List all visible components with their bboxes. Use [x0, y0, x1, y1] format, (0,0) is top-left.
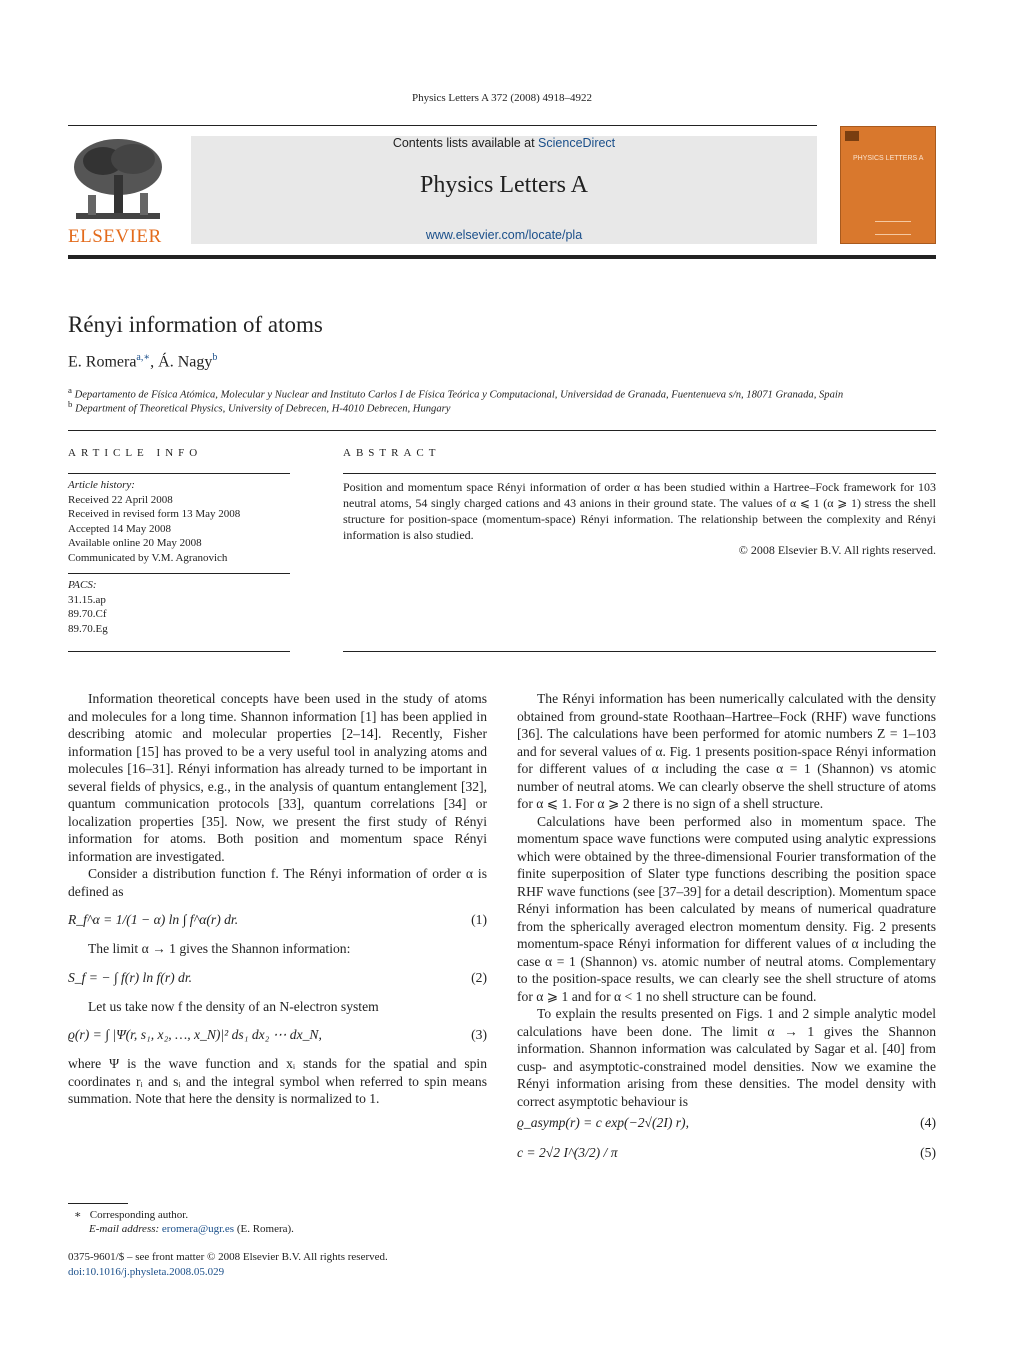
contents-line: Contents lists available at ScienceDirect	[392, 136, 616, 150]
elsevier-logo	[68, 135, 168, 247]
author-1: E. Romera	[68, 353, 137, 371]
pacs-code: 31.15.ap	[68, 593, 106, 606]
abstract-text: Position and momentum space Rényi information of order α has been studied within a Hartree–Fock framework for 103 neutral atoms, 54 singly charged cations and 43 anions in their ground state. The values of α ⩽ 1 (α ⩾ 1) stress the shell structure for position-space (momentum-space) Rényi information. The relationship between the complexity and Rényi information is also studied.	[343, 480, 936, 542]
pacs-code: 89.70.Cf	[68, 608, 107, 620]
momentum-space-paragraph: Calculations have been performed also in momentum space. The momentum space wave functions were computed using analytic expressions which were obtained by the three-dimensional Fourier transformation of the finite superposition of Slater type functions describing the position space RHF wave functions (see [37–39] for a detail description). Momentum space Rényi information has been calculated by means of numerical quadrature from the spherically averaged electron momentum density. Fig. 2 presents momentum-space Rényi information for different values of α including the case α = 1 (Shannon) vs. atomic number of neutral atoms. Complementary to the position-space results, we can clearly see the shell structure of atoms for α ⩾ 1 and for α < 1 no shell structure can be found.	[517, 813, 936, 1004]
header-bottom-rule	[68, 255, 936, 259]
article-info-heading: ARTICLE INFO	[68, 447, 203, 459]
journal-reference: Physics Letters A 372 (2008) 4918–4922	[412, 92, 592, 104]
cover-title: PHYSICS LETTERS A	[853, 155, 924, 162]
email-note: E-mail address: eromera@ugr.es (E. Romera).	[89, 1223, 294, 1235]
equation-1: R_f^α = 1/(1 − α) ln ∫ f^α(r) dr. (1)	[68, 912, 487, 928]
info-bottom-rule	[68, 651, 290, 652]
header-top-rule	[68, 125, 817, 126]
article-history: Article history: Received 22 April 2008 Received in revised form 13 May 2008 Accepted 14 May 2008 Available online 20 May 2008 Communicated by V.M. Agranovich	[68, 479, 241, 564]
position-space-paragraph: The Rényi information has been numerically calculated with the density obtained from ground-state Roothaan–Hartree–Fock (RHF) wave functions [36]. The calculations have been performed for atomic numbers Z = 1–103 and for several values of α. Fig. 1 presents position-space Rényi information for different values of α including the case α = 1 (Shannon) vs atomic number of neutral atoms. We can clearly observe the shell structure of atoms for α ⩽ 1. For α ⩾ 2 there is no sign of a shell structure.	[517, 691, 936, 811]
history-communicated: Communicated by V.M. Agranovich	[68, 551, 228, 564]
equation-2: S_f = − ∫ f(r) ln f(r) dr. (2)	[68, 969, 487, 985]
right-column	[517, 690, 936, 1170]
info-heading-rule	[68, 473, 290, 474]
abstract-heading: ABSTRACT	[343, 447, 441, 459]
history-online: Available online 20 May 2008	[68, 537, 202, 549]
cover-stripe	[875, 221, 911, 235]
authors: E. Romera$^{a,∗}$, Á. Nagy$^b$	[68, 352, 218, 371]
wavefunction-paragraph: where Ψ is the wave function and xᵢ stands for the spatial and spin coordinates rᵢ and sᵢ and the integral symbol when referred to spin means summation. Note that here the density is normalized to 1.	[68, 1056, 487, 1106]
corresponding-author-note: ∗ Corresponding author.	[74, 1209, 189, 1221]
cover-logo-icon	[845, 131, 859, 141]
journal-url[interactable]: www.elsevier.com/locate/pla	[425, 228, 583, 242]
renyi-definition-paragraph: Consider a distribution function f. The Rényi information of order α is defined as	[68, 866, 487, 899]
doi-link[interactable]: doi:10.1016/j.physleta.2008.05.029	[68, 1266, 225, 1278]
journal-name: Physics Letters A	[420, 172, 588, 198]
affiliation-b: $^b$ Department of Theoretical Physics, University of Debrecen, H-4010 Debrecen, Hungary	[68, 399, 451, 415]
equation-4: ϱ_asymp(r) = c exp(−2√(2I) r), (4)	[517, 1115, 936, 1131]
journal-cover	[840, 126, 936, 244]
info-pacs-rule	[68, 573, 290, 574]
history-accepted: Accepted 14 May 2008	[68, 522, 171, 535]
footnote-rule	[68, 1203, 128, 1204]
issn-line: 0375-9601/$ – see front matter © 2008 Elsevier B.V. All rights reserved.	[68, 1251, 388, 1263]
elsevier-wordmark: ELSEVIER	[68, 226, 162, 247]
author-2: Á. Nagy	[158, 353, 213, 371]
author-1-affiliation-marker[interactable]: a,∗	[136, 352, 151, 363]
equation-3: ϱ(r) = ∫ |Ψ(r, s₁, x₂, …, x_N)|² ds₁ dx₂ ⋯ dx_N, (3)	[68, 1027, 487, 1043]
pacs-list: PACS: 31.15.ap 89.70.Cf 89.70.Eg	[68, 579, 108, 635]
author-2-affiliation-marker[interactable]: b	[212, 352, 218, 363]
affiliation-a: $^a$ Departamento de Física Atómica, Molecular y Nuclear and Instituto Carlos I de Física Teórica y Computacional, Universidad de Granada, Fuentenueva s/n, 18071 Granada, Spain	[68, 385, 844, 401]
affiliation-rule	[68, 430, 936, 431]
sciencedirect-link[interactable]: ScienceDirect	[538, 136, 616, 150]
abstract-bottom-rule	[343, 651, 936, 652]
abstract-copyright: © 2008 Elsevier B.V. All rights reserved.	[738, 543, 936, 557]
model-paragraph: To explain the results presented on Figs. 1 and 2 simple analytic model calculations have been done. The limit α → 1 gives the Shannon information. Shannon information was calculated by Sagar et al. [40] from cusp- and asymptotic-constrained model densities. Now we examine the Rényi information arising from these densities. The model density with correct asymptotic behaviour is	[517, 1006, 936, 1109]
email-link[interactable]: eromera@ugr.es	[161, 1223, 235, 1235]
elsevier-tree-icon	[68, 135, 168, 223]
left-column	[68, 690, 487, 1108]
pacs-code: 89.70.Eg	[68, 622, 108, 635]
equation-5: c = 2√2 I^(3/2) / π (5)	[517, 1145, 936, 1161]
intro-paragraph: Information theoretical concepts have been used in the study of atoms and molecules for a long time. Shannon information [1] has been applied in describing atomic and molecular properties [2–14]. Recently, Fisher information [15] has proved to be a very useful tool in analyzing atoms and molecules [16–31]. Rényi information has already turned to be important in several fields of physics, e.g., in the analysis of quantum entanglement [32], quantum communication protocols [33], quantum correlations [34] or localization properties [35]. Now, we present the first study of Rényi information for atoms. Both position and momentum space Rényi information are investigated.	[68, 691, 487, 864]
density-paragraph: Let us take now f the density of an N-electron system	[88, 998, 379, 1014]
history-received: Received 22 April 2008	[68, 493, 173, 506]
article-title: Rényi information of atoms	[68, 312, 323, 337]
shannon-limit-paragraph: The limit α → 1 gives the Shannon information:	[88, 941, 351, 956]
abstract-heading-rule	[343, 473, 936, 474]
history-revised: Received in revised form 13 May 2008	[68, 508, 241, 520]
journal-banner	[191, 136, 817, 244]
